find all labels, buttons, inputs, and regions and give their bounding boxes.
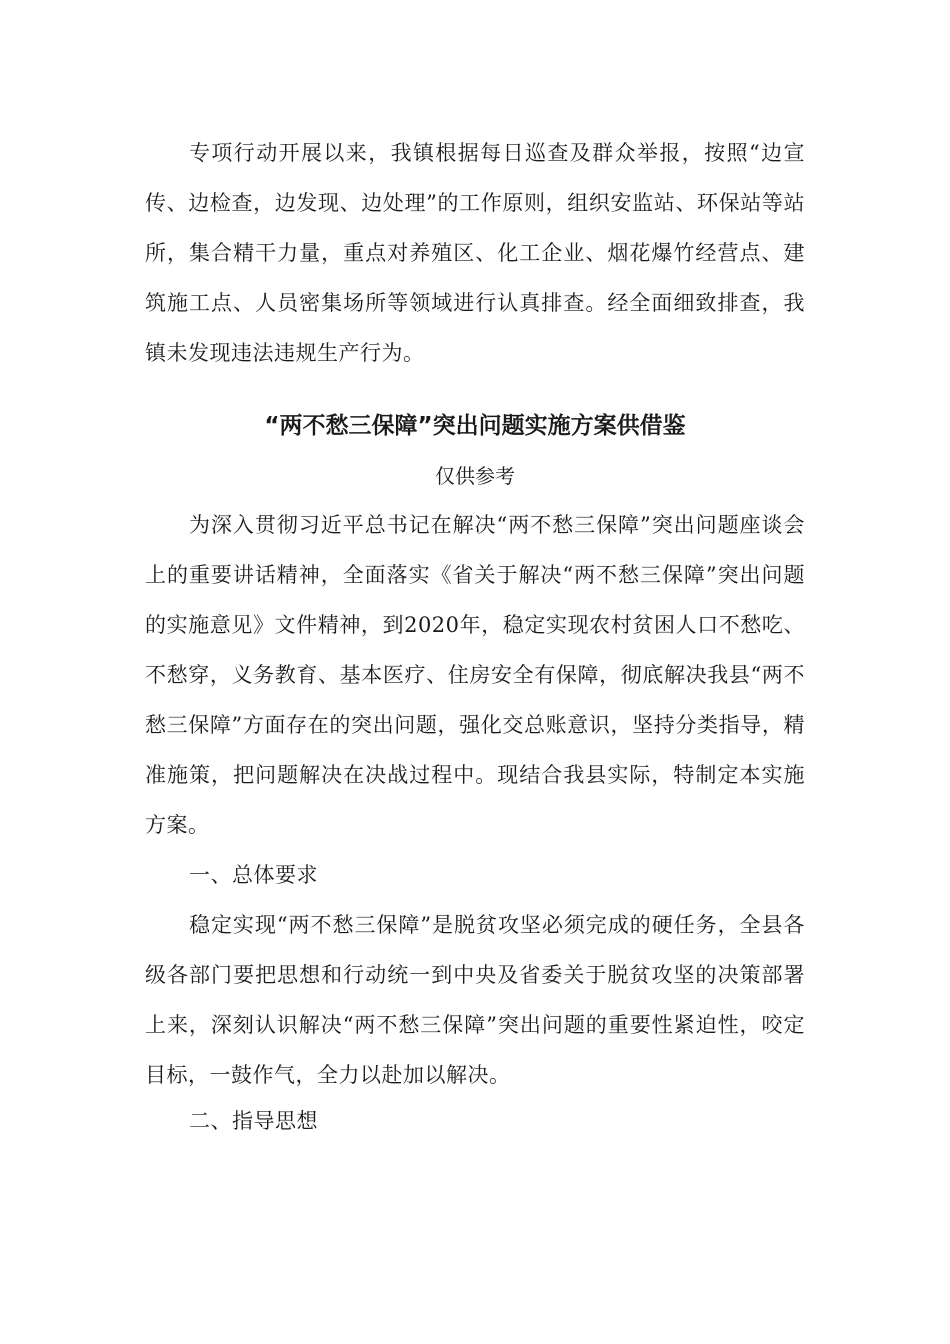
preamble-paragraph: 为深入贯彻习近平总书记在解决“两不愁三保障”突出问题座谈会上的重要讲话精神，全面落实《省关于解决“两不愁三保障”突出问题的实施意见》文件精神，到2020年，稳定实现农村贫困人口不愁吃、不愁穿，义务教育、基本医疗、住房安全有保障，彻底解决我县“两不愁三保障”方面存在的突出问题，强化交总账意识，坚持分类指导，精准施策，把问题解决在决战过程中。现结合我县实际，特制定本实施方案。: [145, 513, 805, 837]
document-subtitle: 仅供参考: [435, 464, 515, 488]
intro-paragraph: 专项行动开展以来，我镇根据每日巡查及群众举报，按照“边宣传、边检查，边发现、边处理”的工作原则，组织安监站、环保站等站所，集合精干力量，重点对养殖区、化工企业、烟花爆竹经营点、建筑施工点、人员密集场所等领域进行认真排查。经全面细致排查，我镇未发现违法违规生产行为。: [145, 141, 805, 365]
document-title: “两不愁三保障”突出问题实施方案供借鉴: [264, 413, 686, 439]
section-heading-general-requirements: 一、总体要求: [189, 863, 318, 887]
general-requirements-paragraph: 稳定实现“两不愁三保障”是脱贫攻坚必须完成的硬任务，全县各级各部门要把思想和行动统一到中央及省委关于脱贫攻坚的决策部署上来，深刻认识解决“两不愁三保障”突出问题的重要性紧迫性，咬定目标，一鼓作气，全力以赴加以解决。: [145, 913, 805, 1087]
section-heading-guiding-ideology: 二、指导思想: [189, 1109, 318, 1133]
